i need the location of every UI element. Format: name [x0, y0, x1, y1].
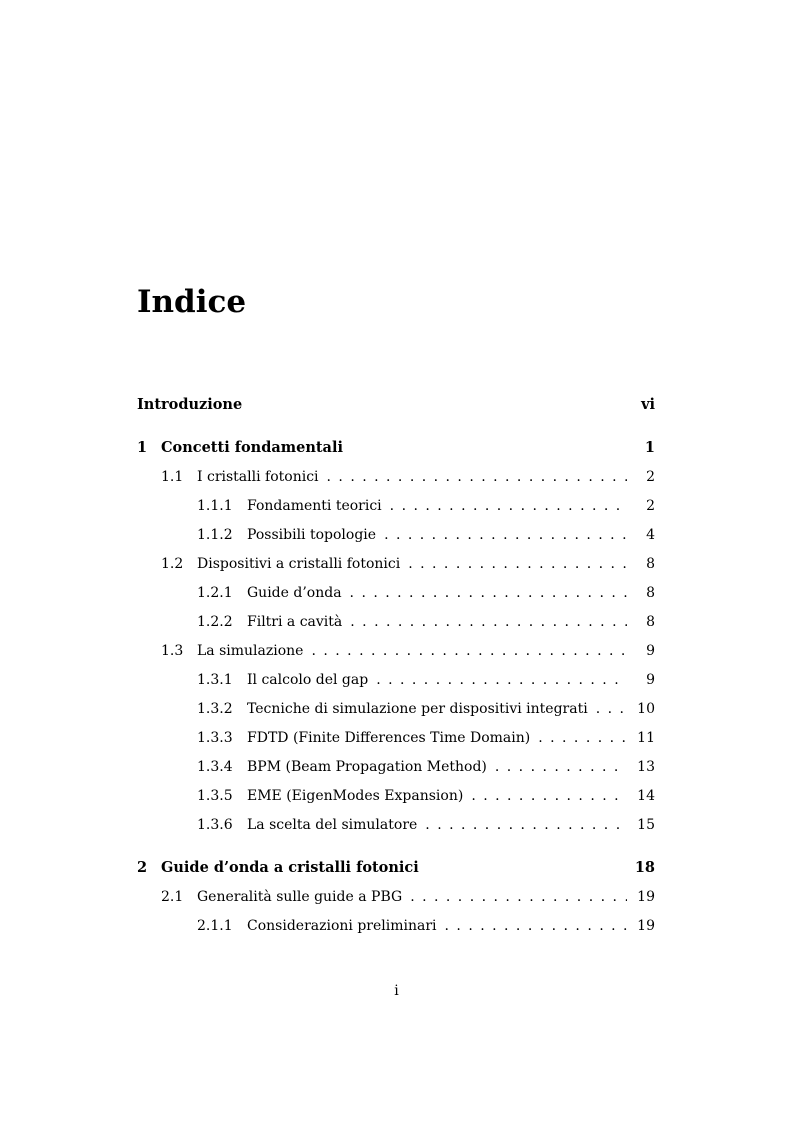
toc-entry-introduzione[interactable] — [137, 394, 655, 416]
toc-entry-number: 1.3.4 — [197, 759, 233, 775]
toc-entry-page: 18 — [634, 859, 655, 876]
toc-entry-1-3-2[interactable] — [197, 698, 655, 720]
toc-entry-page: 8 — [646, 614, 655, 630]
toc-entry-1-3-3[interactable] — [197, 727, 655, 749]
toc-entry-number: 1.3.5 — [197, 788, 233, 804]
page-title: Indice — [137, 284, 247, 320]
toc-entry-number: 2 — [137, 859, 148, 876]
toc-entry-number: 2.1.1 — [197, 918, 233, 934]
toc-entry-number: 1.2.2 — [197, 614, 233, 630]
toc-entry-1-3-4[interactable] — [197, 756, 655, 778]
toc-entry-number: 1.1.2 — [197, 527, 233, 543]
toc-entry-page: 8 — [646, 556, 655, 572]
dot-leader — [410, 886, 627, 908]
toc-entry-1-1-2[interactable] — [197, 524, 655, 546]
toc-entry-number: 1.3 — [161, 643, 184, 659]
toc-entry-1-1-1[interactable] — [197, 495, 655, 517]
toc-entry-number: 1.2 — [161, 556, 184, 572]
dot-leader — [390, 495, 627, 517]
toc-entry-number: 1 — [137, 439, 148, 456]
toc-entry-page: 15 — [637, 817, 655, 833]
toc-entry-title: Il calcolo del gap — [247, 672, 369, 688]
toc-entry-title: Tecniche di simulazione per dispositivi integrati — [247, 701, 588, 717]
dot-leader — [596, 698, 627, 720]
toc-entry-number: 2.1 — [161, 889, 184, 905]
toc-entry-page: 13 — [637, 759, 655, 775]
dot-leader — [425, 814, 627, 836]
toc-entry-1-2-1[interactable] — [197, 582, 655, 604]
toc-entry-1-2-2[interactable] — [197, 611, 655, 633]
toc-entry-number: 1.3.3 — [197, 730, 233, 746]
toc-entry-title: BPM (Beam Propagation Method) — [247, 759, 487, 775]
toc-entry-page: 4 — [646, 527, 655, 543]
toc-entry-title: EME (EigenModes Expansion) — [247, 788, 464, 804]
toc-entry-number: 1.2.1 — [197, 585, 233, 601]
toc-entry-page: 9 — [646, 643, 655, 659]
toc-entry-number: 1.3.6 — [197, 817, 233, 833]
toc-entry-page: 19 — [637, 918, 655, 934]
dot-leader — [471, 785, 627, 807]
toc-entry-2-1[interactable] — [161, 886, 655, 908]
page-number: i — [394, 983, 399, 999]
dot-leader — [376, 669, 627, 691]
toc-entry-1-3-1[interactable] — [197, 669, 655, 691]
toc-entry-title: Possibili topologie — [247, 527, 377, 543]
dot-leader — [538, 727, 627, 749]
toc-entry-page: 2 — [646, 498, 655, 514]
toc-entry-title: Generalità sulle guide a PBG — [197, 889, 403, 905]
toc-entry-title: Dispositivi a cristalli fotonici — [197, 556, 401, 572]
toc-entry-page: 2 — [646, 469, 655, 485]
toc-entry-title: La simulazione — [197, 643, 304, 659]
toc-entry-1-1[interactable] — [161, 466, 655, 488]
toc-entry-page: 8 — [646, 585, 655, 601]
toc-entry-number: 1.1 — [161, 469, 184, 485]
dot-leader — [495, 756, 627, 778]
toc-entry-chapter-2[interactable] — [137, 857, 655, 879]
dot-leader — [408, 553, 627, 575]
toc-entry-1-3-5[interactable] — [197, 785, 655, 807]
toc-entry-title: FDTD (Finite Differences Time Domain) — [247, 730, 531, 746]
toc-entry-number: 1.1.1 — [197, 498, 233, 514]
toc-entry-title: Guide d’onda a cristalli fotonici — [161, 859, 419, 876]
dot-leader — [445, 915, 627, 937]
toc-entry-title: Introduzione — [137, 396, 243, 413]
toc-entry-title: Fondamenti teorici — [247, 498, 382, 514]
toc-entry-title: Concetti fondamentali — [161, 439, 343, 456]
toc-entry-2-1-1[interactable] — [197, 915, 655, 937]
toc-entry-page: 10 — [637, 701, 655, 717]
toc-entry-1-3[interactable] — [161, 640, 655, 662]
dot-leader — [327, 466, 627, 488]
toc-entry-page: 19 — [637, 889, 655, 905]
toc-entry-page: 9 — [646, 672, 655, 688]
toc-entry-1-3-6[interactable] — [197, 814, 655, 836]
toc-entry-page: 1 — [644, 439, 655, 456]
toc-entry-1-2[interactable] — [161, 553, 655, 575]
dot-leader — [384, 524, 627, 546]
toc-entry-page: vi — [641, 396, 655, 413]
dot-leader — [311, 640, 627, 662]
toc-entry-title: I cristalli fotonici — [197, 469, 319, 485]
toc-entry-title: Considerazioni preliminari — [247, 918, 437, 934]
toc-entry-number: 1.3.2 — [197, 701, 233, 717]
toc-entry-title: Filtri a cavità — [247, 614, 343, 630]
toc-entry-page: 11 — [637, 730, 655, 746]
dot-leader — [350, 611, 627, 633]
toc-entry-number: 1.3.1 — [197, 672, 233, 688]
dot-leader — [350, 582, 627, 604]
toc-entry-page: 14 — [637, 788, 655, 804]
toc-entry-title: Guide d’onda — [247, 585, 342, 601]
toc-entry-chapter-1[interactable] — [137, 437, 655, 459]
toc-entry-title: La scelta del simulatore — [247, 817, 418, 833]
